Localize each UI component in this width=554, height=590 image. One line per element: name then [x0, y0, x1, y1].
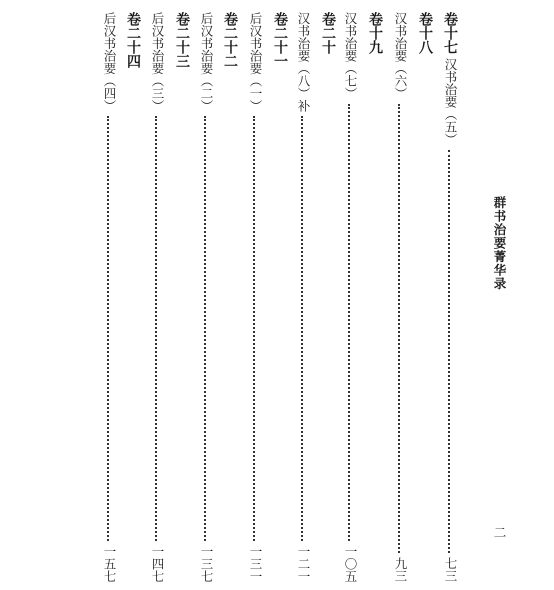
entry-page-number: 一三七	[199, 544, 214, 582]
entry-title: 汉书治要（八）补	[296, 12, 311, 112]
volume-title: 卷十八	[417, 12, 433, 54]
toc-entry[interactable]	[99, 12, 119, 582]
toc-volume-heading	[318, 12, 338, 582]
entry-title: 汉书治要（六）	[393, 12, 408, 100]
volume-title: 卷二十三	[174, 12, 190, 68]
dot-leader	[155, 116, 159, 541]
toc-entry[interactable]	[245, 12, 265, 582]
toc-volume-heading	[270, 12, 290, 582]
toc-entry[interactable]	[196, 12, 216, 582]
volume-title: 卷二十二	[222, 12, 238, 68]
entry-page-number: 九三	[393, 557, 408, 582]
entry-page-number: 七三	[443, 557, 458, 582]
entry-page-number: 一二一	[296, 544, 311, 582]
toc-volume-heading	[415, 12, 435, 582]
volume-title: 卷二十	[320, 12, 336, 54]
volume-title: 卷十九	[367, 12, 383, 54]
entry-page-number: 一四七	[150, 544, 165, 582]
entry-page-number: 一五七	[102, 544, 117, 582]
dot-leader	[348, 104, 352, 541]
toc-entry[interactable]	[440, 58, 460, 582]
page-number: 二	[492, 526, 507, 539]
entry-title: 后汉书治要（一）	[248, 12, 263, 112]
toc-volume-heading	[172, 12, 192, 582]
toc-entry[interactable]	[147, 12, 167, 582]
dot-leader	[107, 116, 111, 541]
dot-leader	[253, 116, 257, 541]
toc-entry[interactable]	[340, 12, 360, 582]
running-header-title: 群书治要菁华录	[492, 196, 507, 291]
dot-leader	[204, 116, 208, 541]
volume-title: 卷二十一	[272, 12, 288, 68]
dot-leader	[398, 104, 402, 554]
entry-page-number: 一三一	[248, 544, 263, 582]
volume-title: 卷十七	[442, 12, 458, 54]
toc-volume-heading	[123, 12, 143, 582]
entry-title: 汉书治要（五）	[443, 58, 458, 146]
entry-title: 后汉书治要（二）	[199, 12, 214, 112]
volume-title: 卷二十四	[125, 12, 141, 68]
toc-volume-heading	[220, 12, 240, 582]
entry-title: 后汉书治要（四）	[102, 12, 117, 112]
dot-leader	[301, 116, 305, 541]
toc-volume-heading	[365, 12, 385, 582]
toc-entry[interactable]	[293, 12, 313, 582]
toc-entry[interactable]	[390, 12, 410, 582]
entry-title: 汉书治要（七）	[343, 12, 358, 100]
entry-title: 后汉书治要（三）	[150, 12, 165, 112]
entry-page-number: 一〇五	[343, 544, 358, 582]
dot-leader	[448, 150, 452, 554]
